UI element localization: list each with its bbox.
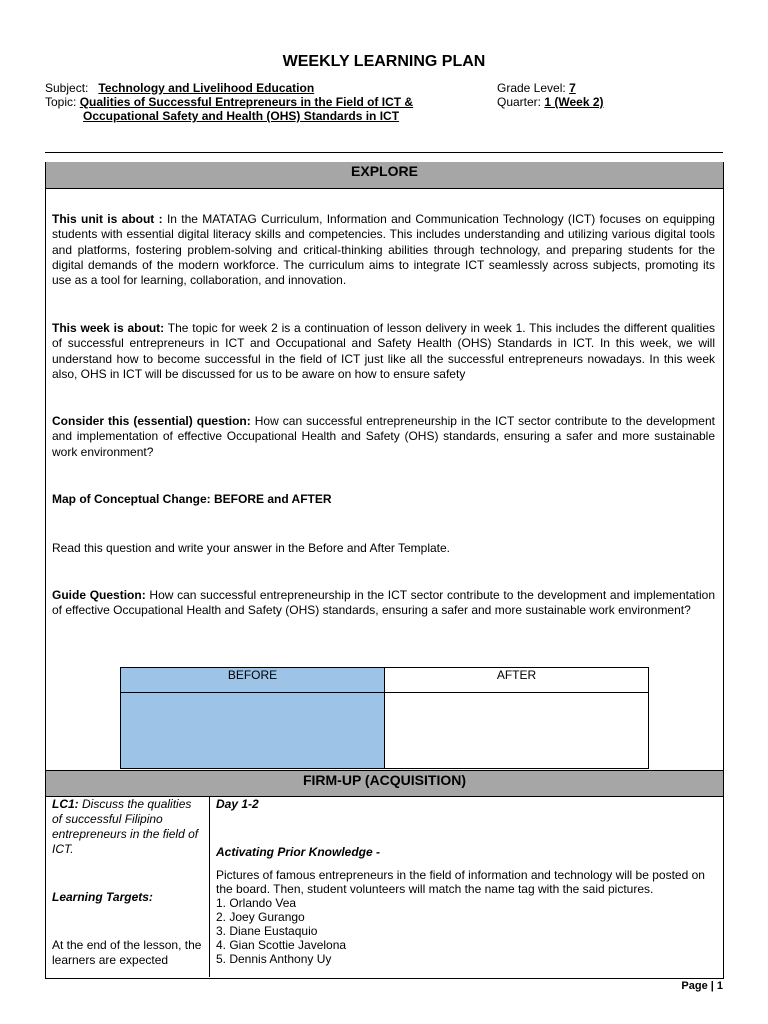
list-item: 3. Diane Eustaquio [216, 924, 318, 938]
day-label: Day 1-2 [216, 797, 259, 811]
header-divider [45, 152, 723, 153]
subject-label: Subject: [45, 81, 89, 95]
guide-question-paragraph [52, 588, 715, 619]
list-item: 2. Joey Gurango [216, 910, 305, 924]
topic-label: Topic: [45, 95, 77, 109]
before-column [121, 668, 385, 768]
quarter-value: 1 (Week 2) [544, 95, 604, 109]
unit-about-label: This unit is about : [52, 212, 163, 226]
apk-text: Pictures of famous entrepreneurs in the field of information and technology will be posted on the board. Then, student volunteers will match the name tag with the said pictures. [216, 868, 705, 896]
week-about-text: The topic for week 2 is a continuation of lesson delivery in week 1. This includes the different qualities of successful entrepreneurs in ICT and Occupational and Safety Health (OHS) Standards in ICT. In this week, we will understand how to become successful in the field of ICT just like all the successful entrepreneurs nowadays. In this week also, OHS in ICT will be discussed for us to be aware on how to ensure safety [52, 321, 715, 381]
essential-question-label: Consider this (essential) question: [52, 414, 251, 428]
apk-label: Activating Prior Knowledge - [216, 845, 381, 859]
document-title: WEEKLY LEARNING PLAN [282, 53, 486, 70]
learning-competency [52, 797, 202, 857]
learning-targets-text: At the end of the lesson, the learners are expected [52, 938, 202, 967]
list-item: 1. Orlando Vea [216, 896, 297, 910]
unit-about-text: In the MATATAG Curriculum, Information and Communication Technology (ICT) focuses on equipping students with essential digital literacy skills and competencies. This includes understanding and utilizing various digital tools and platforms, fostering problem-solving and critical-thinking abilities through technology, and preparing students for the digital demands of the modern workforce. The curriculum aims to integrate ICT seamlessly across subjects, promoting its use as a tool for learning, collaboration, and innovation. [52, 212, 715, 288]
topic-line-2 [83, 109, 399, 123]
after-column [385, 668, 648, 768]
explore-heading: EXPLORE [46, 162, 723, 189]
quarter-line [497, 95, 604, 109]
lc-text: Discuss the qualities of successful Filipino entrepreneurs in the field of ICT. [52, 797, 199, 856]
page-number: Page | 1 [681, 980, 723, 992]
list-item: 5. Dennis Anthony Uy [216, 952, 332, 966]
unit-about-paragraph [52, 212, 715, 288]
grade-label: Grade Level: [497, 81, 566, 95]
week-about-label: This week is about: [52, 321, 165, 335]
grade-value: 7 [569, 81, 576, 95]
before-header: BEFORE [121, 668, 384, 693]
before-after-table [120, 667, 649, 769]
guide-question-label: Guide Question: [52, 588, 146, 602]
learning-targets-label: Learning Targets: [52, 890, 153, 904]
lc-label: LC1: [52, 797, 79, 811]
entrepreneur-list [216, 896, 716, 966]
essential-question-paragraph [52, 414, 715, 460]
after-header: AFTER [385, 668, 648, 693]
conceptual-change-heading: Map of Conceptual Change: BEFORE and AFTER [52, 492, 332, 506]
guide-question-text: How can successful entrepreneurship in the ICT sector contribute to the development and implementation of effective Occupational Health and Safety (OHS) standards, ensuring a safer and more sustainable work environment? [52, 588, 715, 618]
week-about-paragraph [52, 321, 715, 382]
grade-level-line [497, 81, 576, 95]
subject-line [45, 81, 314, 95]
topic-value-line2: Occupational Safety and Health (OHS) Standards in ICT [83, 109, 400, 123]
firmup-heading: FIRM-UP (ACQUISITION) [46, 770, 723, 797]
quarter-label: Quarter: [497, 95, 542, 109]
list-item: 4. Gian Scottie Javelona [216, 938, 347, 952]
topic-line [45, 95, 413, 109]
essential-question-text: How can successful entrepreneurship in the ICT sector contribute to the development and implementation of effective Occupational Health and Safety (OHS) standards, ensuring a safer and more sustainable work environment? [52, 414, 715, 459]
column-divider [209, 797, 210, 977]
topic-value-line1: Qualities of Successful Entrepreneurs in the Field of ICT & [79, 95, 414, 109]
instruction-text: Read this question and write your answer in the Before and After Template. [52, 541, 451, 555]
subject-value: Technology and Livelihood Education [98, 81, 315, 95]
